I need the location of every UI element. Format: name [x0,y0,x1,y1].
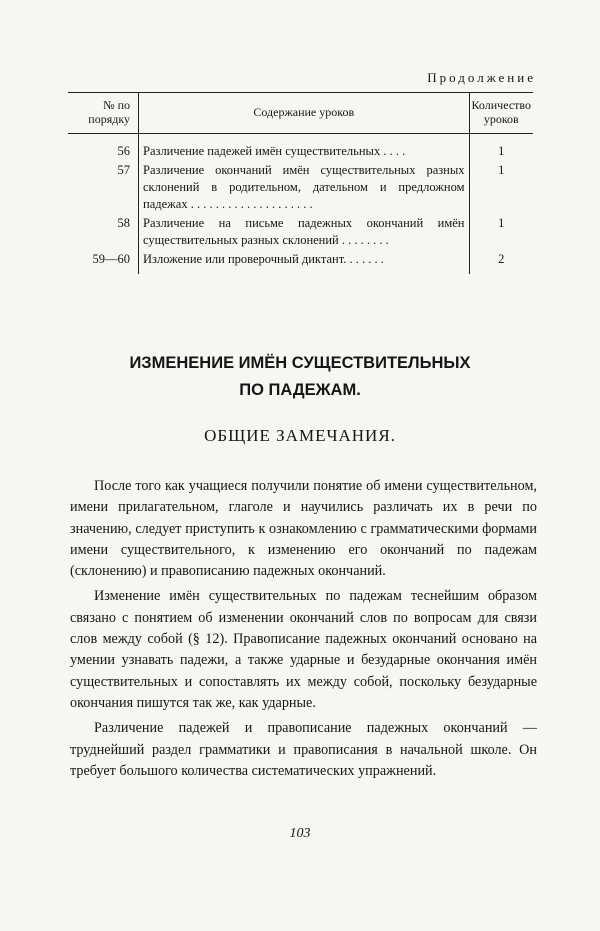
row-number: 57 [117,162,130,177]
paragraph: Различение падежей и правописание падежных окончаний — труднейший раздел грамматики и правописания в начальной школе. Он требует большого количества систематических упражнений. [70,720,537,779]
section-title-line1: ИЗМЕНЕНИЕ ИМЁН СУЩЕСТВИТЕЛЬНЫХ [129,354,471,372]
paragraph: Изменение имён существительных по падежам теснейшим образом связано с понятием об изменении окончаний слов по вопросам для связи слов между собой (§ 12). Правописание падежных окончаний основано на умении узнавать падежи, а также ударные и безударные окончания имён существительных и сопоставлять их между собой, поскольку безударные окончания пишутся так же, как ударные. [70,588,537,711]
page-number: 103 [289,826,311,841]
row-content: Различение падежей имён существительных . . . . [139,133,470,161]
body-text [70,476,537,786]
row-count: 1 [498,143,505,158]
table-row [68,133,533,161]
section-title [0,350,600,404]
header-number: № по порядку [68,93,139,134]
row-number: 59—60 [92,251,130,266]
section-title-line2: ПО ПАДЕЖАМ. [239,381,361,399]
row-content: Изложение или проверочный диктант. . . . . . . [139,250,470,274]
row-number: 56 [117,143,130,158]
continued-label: Продолжение [427,70,536,85]
row-count: 1 [498,215,505,230]
table-row [68,161,533,214]
table-row [68,250,533,274]
row-count: 2 [498,251,505,266]
paragraph: После того как учащиеся получили понятие об имени существительном, имени прилагательном, глаголе и научились различать их в речи по значению, следует приступить к ознакомлению с грамматическими формами имени существительного, к изменению его окончаний по падежам (склонению) и правописанию падежных окончаний. [70,478,537,580]
header-content: Содержание уроков [139,93,470,134]
table-header-row [68,93,533,134]
row-content: Различение окончаний имён существительных разных склонений в родительном, дательном и предложном падежах . . . . . . . . . . . . . . . . . . . . [139,161,470,214]
lessons-table [68,92,533,274]
row-count: 1 [498,162,505,177]
header-count: Количество уроков [469,93,533,134]
row-number: 58 [117,215,130,230]
table-row [68,214,533,250]
section-subtitle: ОБЩИЕ ЗАМЕЧАНИЯ. [204,426,396,445]
row-content: Различение на письме падежных окончаний имён существительных разных склонений . . . . . . . . [139,214,470,250]
